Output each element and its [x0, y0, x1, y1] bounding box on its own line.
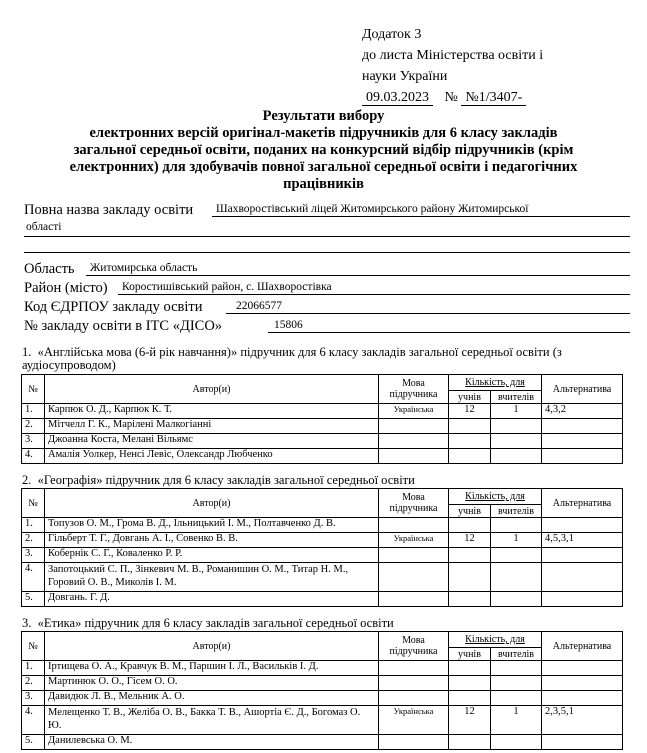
section-heading-3 — [22, 617, 622, 630]
col-qty: Кількість, для — [449, 375, 542, 391]
underline — [86, 275, 630, 276]
row-teachers — [491, 592, 542, 607]
doc-title-line3: загальної середньої освіти, поданих на конкурсний відбір підручників (крім — [73, 142, 574, 158]
doc-title: Результати вибору — [262, 108, 385, 124]
table-row — [22, 548, 623, 563]
row-lang — [379, 592, 449, 607]
row-lang — [379, 548, 449, 563]
row-students — [449, 548, 491, 563]
row-lang: Українська — [379, 533, 449, 548]
row-lang — [379, 691, 449, 706]
section-number: 3. — [22, 616, 32, 630]
itc-value: 15806 — [274, 319, 303, 331]
col-lang: Мова підручника — [379, 375, 449, 404]
results-table-2 — [21, 488, 623, 607]
row-alt — [542, 434, 623, 449]
row-students: 12 — [449, 404, 491, 419]
row-num: 3. — [22, 691, 45, 706]
results-table-1 — [21, 374, 623, 464]
results-table-3 — [21, 631, 623, 750]
row-students — [449, 592, 491, 607]
table-row — [22, 563, 623, 592]
row-alt — [542, 592, 623, 607]
row-author: Гільберт Т. Г., Довгань А. І., Совенко В. В. — [45, 533, 379, 548]
section-heading-1 — [22, 346, 622, 372]
table-row — [22, 434, 623, 449]
row-author: Кобернік С. Г., Коваленко Р. Р. — [45, 548, 379, 563]
table-row — [22, 676, 623, 691]
col-author: Автор(и) — [45, 489, 379, 518]
row-alt — [542, 563, 623, 592]
row-num: 1. — [22, 404, 45, 419]
row-lang — [379, 434, 449, 449]
row-lang — [379, 735, 449, 750]
letter-date-number — [362, 87, 526, 108]
row-num: 5. — [22, 735, 45, 750]
row-num: 1. — [22, 661, 45, 676]
row-teachers — [491, 434, 542, 449]
underline — [118, 294, 630, 295]
row-alt — [542, 676, 623, 691]
row-num: 4. — [22, 706, 45, 735]
rayon-value: Коростишівський район, с. Шахворостівка — [122, 281, 332, 293]
row-students — [449, 676, 491, 691]
row-lang — [379, 419, 449, 434]
row-alt: 4,5,3,1 — [542, 533, 623, 548]
row-students — [449, 518, 491, 533]
oblast-label: Область — [24, 261, 75, 277]
col-qty: Кількість, для — [449, 632, 542, 648]
row-author: Топузов О. М., Грома В. Д., Ільницький І. М., Полтавченко Д. В. — [45, 518, 379, 533]
row-author: Запотоцький С. П., Зінкевич М. В., Романишин О. М., Титар Н. М., Горовий О. В., Миколів І. М. — [45, 563, 379, 592]
col-lang: Мова підручника — [379, 632, 449, 661]
col-alt: Альтернатива — [542, 489, 623, 518]
section-title: «Географія» підручник для 6 класу закладів загальної середньої освіти — [37, 473, 415, 487]
table-row — [22, 449, 623, 464]
underline — [24, 252, 630, 253]
underline — [226, 313, 630, 314]
row-num: 4. — [22, 563, 45, 592]
row-num: 4. — [22, 449, 45, 464]
row-author: Давидюк Л. В., Мельник А. О. — [45, 691, 379, 706]
row-teachers — [491, 691, 542, 706]
row-teachers — [491, 735, 542, 750]
row-author: Мітчелл Г. К., Марілені Малкогіанні — [45, 419, 379, 434]
row-teachers — [491, 449, 542, 464]
row-author: Довгань. Г. Д. — [45, 592, 379, 607]
table-row — [22, 518, 623, 533]
row-num: 3. — [22, 434, 45, 449]
underline — [24, 236, 630, 237]
row-students — [449, 563, 491, 592]
row-num: 5. — [22, 592, 45, 607]
col-qty: Кількість, для — [449, 489, 542, 505]
col-students: учнів — [449, 505, 491, 518]
row-students — [449, 661, 491, 676]
section-heading-2 — [22, 474, 622, 487]
row-alt — [542, 735, 623, 750]
school-name-value-cont: області — [26, 221, 62, 233]
row-num: 1. — [22, 518, 45, 533]
letter-ref-line: до листа Міністерства освіти і — [362, 48, 544, 63]
table-row — [22, 592, 623, 607]
row-num: 2. — [22, 419, 45, 434]
row-teachers — [491, 661, 542, 676]
row-students — [449, 434, 491, 449]
row-num: 2. — [22, 533, 45, 548]
row-lang — [379, 563, 449, 592]
col-students: учнів — [449, 648, 491, 661]
col-teachers: вчителів — [491, 505, 542, 518]
underline — [212, 216, 630, 217]
row-author: Амалія Уолкер, Ненсі Левіс, Олександр Любченко — [45, 449, 379, 464]
school-name-value: Шахворостівський ліцей Житомирського району Житомирської — [216, 203, 529, 215]
row-teachers — [491, 518, 542, 533]
doc-title-line2: електронних версій оригінал-макетів підручників для 6 класу закладів — [89, 125, 558, 141]
row-students — [449, 449, 491, 464]
row-alt: 4,3,2 — [542, 404, 623, 419]
table-row — [22, 661, 623, 676]
col-num: № — [22, 489, 45, 518]
section-title: «Англійська мова (6-й рік навчання)» підручник для 6 класу закладів загальної середньої освіти (з аудіосупроводом) — [22, 345, 562, 372]
row-students — [449, 735, 491, 750]
col-author: Автор(и) — [45, 632, 379, 661]
underline — [268, 332, 630, 333]
row-author: Мартинюк О. О., Гісем О. О. — [45, 676, 379, 691]
edrpou-value: 22066577 — [236, 300, 282, 312]
row-teachers: 1 — [491, 533, 542, 548]
row-author: Данилевська О. М. — [45, 735, 379, 750]
row-num: 2. — [22, 676, 45, 691]
table-row — [22, 691, 623, 706]
section-number: 2. — [22, 473, 32, 487]
col-lang: Мова підручника — [379, 489, 449, 518]
col-students: учнів — [449, 391, 491, 404]
row-alt — [542, 691, 623, 706]
row-author: Мелещенко Т. В., Желіба О. В., Бакка Т. В., Ашортіа Є. Д., Богомаз О. Ю. — [45, 706, 379, 735]
ministry-line: науки України — [362, 69, 448, 84]
table-row — [22, 706, 623, 735]
row-teachers — [491, 419, 542, 434]
row-lang: Українська — [379, 706, 449, 735]
col-num: № — [22, 375, 45, 404]
row-lang — [379, 518, 449, 533]
row-lang — [379, 449, 449, 464]
row-alt — [542, 419, 623, 434]
col-teachers: вчителів — [491, 391, 542, 404]
row-alt — [542, 518, 623, 533]
section-number: 1. — [22, 345, 32, 359]
col-teachers: вчителів — [491, 648, 542, 661]
col-alt: Альтернатива — [542, 632, 623, 661]
letter-date: 09.03.2023 — [362, 90, 433, 106]
row-students — [449, 419, 491, 434]
table-row — [22, 404, 623, 419]
number-sign: № — [444, 90, 458, 105]
row-alt — [542, 548, 623, 563]
oblast-value: Житомирська область — [90, 262, 198, 274]
row-teachers: 1 — [491, 404, 542, 419]
row-author: Джоанна Коста, Мелані Вільямс — [45, 434, 379, 449]
row-teachers — [491, 563, 542, 592]
table-row — [22, 419, 623, 434]
col-author: Автор(и) — [45, 375, 379, 404]
itc-label: № закладу освіти в ІТС «ДІСО» — [24, 318, 223, 334]
table-row — [22, 533, 623, 548]
section-title: «Етика» підручник для 6 класу закладів загальної середньої освіти — [37, 616, 394, 630]
school-name-label: Повна назва закладу освіти — [24, 202, 194, 218]
row-author: Карпюк О. Д., Карпюк К. Т. — [45, 404, 379, 419]
row-students: 12 — [449, 706, 491, 735]
row-num: 3. — [22, 548, 45, 563]
row-lang — [379, 661, 449, 676]
rayon-label: Район (місто) — [24, 280, 108, 296]
edrpou-label: Код ЄДРПОУ закладу освіти — [24, 299, 203, 315]
col-num: № — [22, 632, 45, 661]
doc-title-line4: електронних) для здобувачів повної загальної середньої освіти і педагогічних — [69, 159, 578, 175]
table-row — [22, 735, 623, 750]
row-lang: Українська — [379, 404, 449, 419]
doc-title-line5: працівників — [283, 176, 364, 192]
row-alt — [542, 661, 623, 676]
row-alt: 2,3,5,1 — [542, 706, 623, 735]
appendix-label: Додаток 3 — [362, 27, 422, 42]
col-alt: Альтернатива — [542, 375, 623, 404]
row-teachers — [491, 676, 542, 691]
row-author: Іртищева О. А., Кравчук В. М., Паршин І. Л., Васильків І. Д. — [45, 661, 379, 676]
row-teachers: 1 — [491, 706, 542, 735]
row-teachers — [491, 548, 542, 563]
row-alt — [542, 449, 623, 464]
row-students: 12 — [449, 533, 491, 548]
row-students — [449, 691, 491, 706]
letter-number: №1/3407- — [461, 90, 526, 106]
row-lang — [379, 676, 449, 691]
